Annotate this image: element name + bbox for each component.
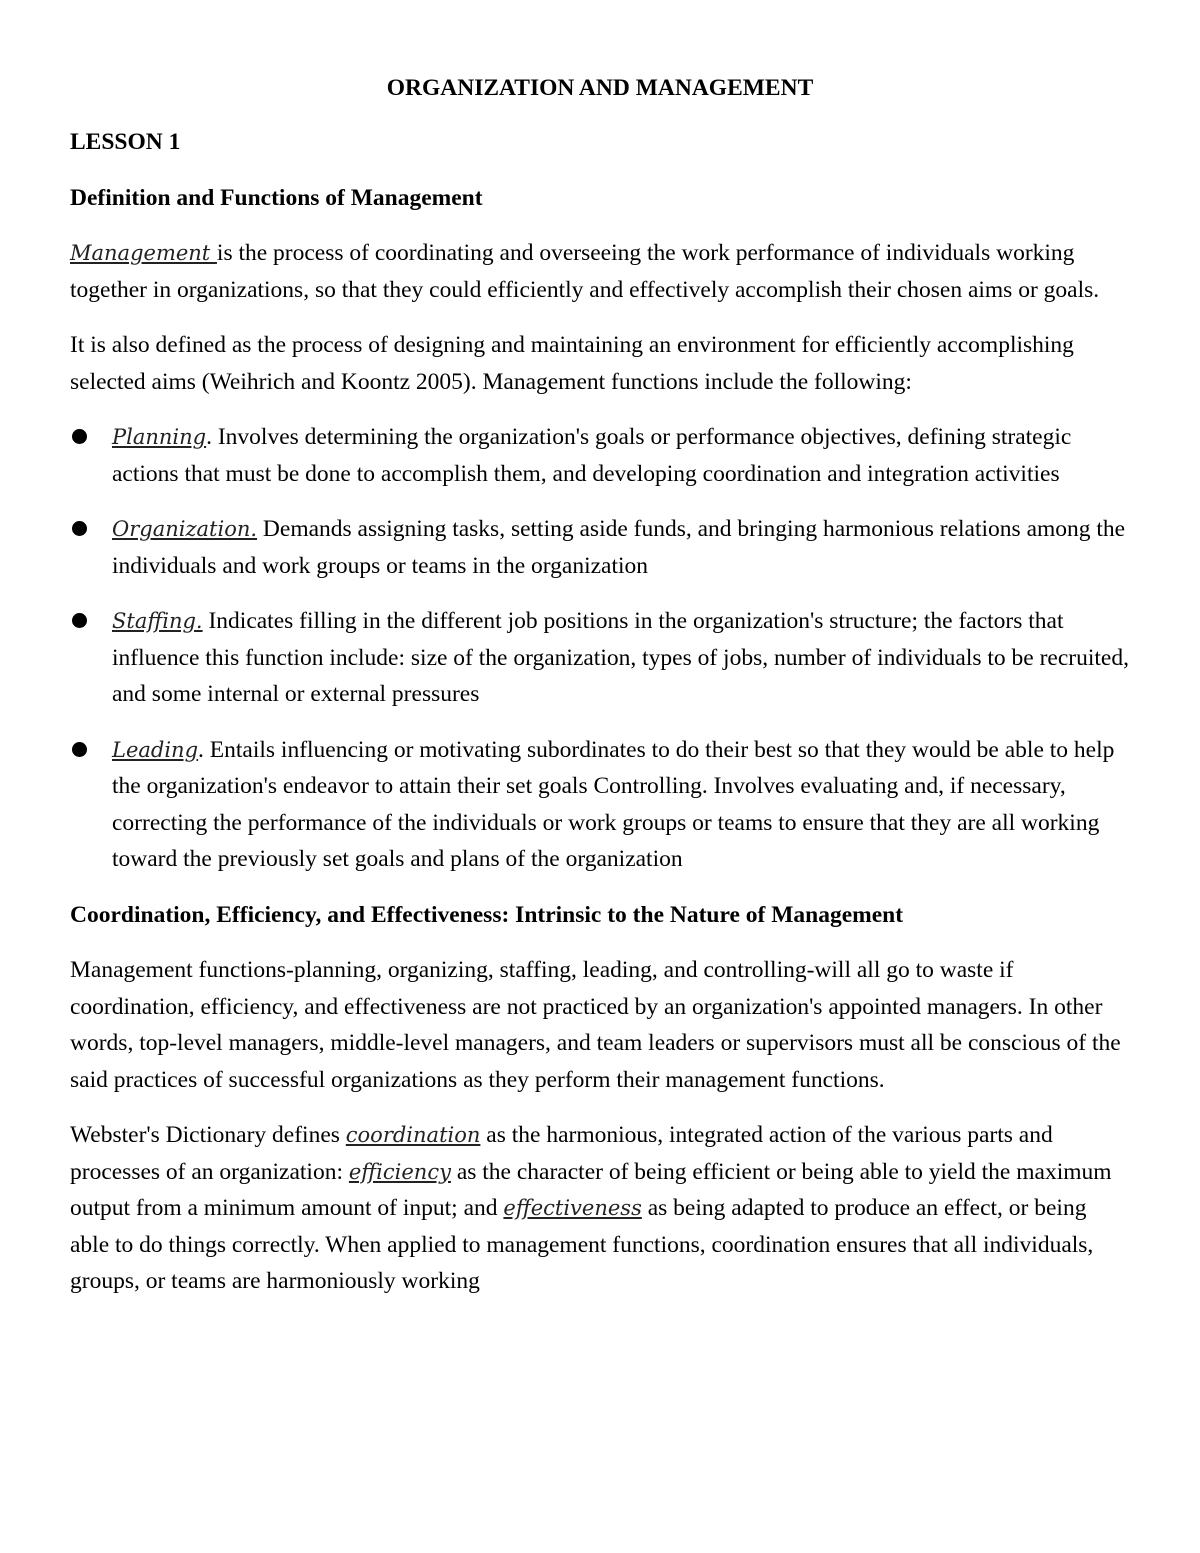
paragraph-webster-definitions bbox=[70, 1117, 1130, 1300]
list-item-organization bbox=[70, 511, 1130, 584]
term-management: Management bbox=[70, 241, 217, 265]
paragraph-text: is the process of coordinating and overseeing the work performance of individuals working together in organizations, so that they could efficiently and effectively accomplish their chosen aims or goals. bbox=[70, 240, 1100, 303]
list-item-text: Demands assigning tasks, setting aside funds, and bringing harmonious relations among the individuals and work groups or teams in the organization bbox=[112, 516, 1126, 579]
term-staffing: Staffing. bbox=[112, 609, 203, 633]
section-heading-definition: Definition and Functions of Management bbox=[70, 184, 483, 211]
paragraph-text: Webster's Dictionary defines bbox=[70, 1122, 346, 1148]
lesson-label: LESSON 1 bbox=[70, 129, 181, 155]
bullet-icon bbox=[72, 613, 87, 628]
management-functions-list bbox=[70, 419, 1130, 878]
list-item-text: Indicates filling in the different job positions in the organization's structure; the factors that influence this function include: size of the organization, types of jobs, number of individuals to be recruited, and some internal or external pressures bbox=[112, 608, 1129, 707]
term-effectiveness: effectiveness bbox=[503, 1196, 642, 1220]
term-leading: Leading bbox=[112, 737, 199, 762]
paragraph-text: as being adapted to produce an effect, or being able to do things correctly. When applied to management functions, coordination ensures that all individuals, groups, or teams are harmoniously working bbox=[70, 1195, 1094, 1294]
term-efficiency: efficiency bbox=[348, 1159, 451, 1184]
bullet-icon bbox=[72, 521, 87, 536]
paragraph-management-alt-definition: It is also defined as the process of designing and maintaining an environment for efficiently accomplishing selected aims (Weihrich and Koontz 2005). Management functions include the following: bbox=[70, 332, 1074, 395]
paragraph-text: as the character of being efficient or being able to yield the maximum output from a minimum amount of input; and bbox=[70, 1158, 1112, 1221]
document-page bbox=[70, 70, 1130, 1300]
bullet-icon bbox=[72, 429, 87, 444]
paragraph-management-functions: Management functions-planning, organizing, staffing, leading, and controlling-will all go to waste if coordination, efficiency, and effectiveness are not practiced by an organization's appointed managers. In other words, top-level managers, middle-level managers, and team leaders or supervisors must all be conscious of the said practices of successful organizations as they perform their management functions. bbox=[70, 957, 1121, 1093]
list-item-text: . Involves determining the organization's goals or performance objectives, defining strategic actions that must be done to accomplish them, and developing coordination and integration activities bbox=[112, 424, 1072, 487]
list-item-text: . Entails influencing or motivating subordinates to do their best so that they would be able to help the organization's endeavor to attain their set goals Controlling. Involves evaluating and, if necessary, correcting the performance of the individuals or work groups or teams to ensure that they are all working toward the previously set goals and plans of the organization bbox=[112, 736, 1115, 872]
document-title: ORGANIZATION AND MANAGEMENT bbox=[386, 75, 814, 101]
term-planning: Planning bbox=[112, 425, 207, 449]
paragraph-management-definition bbox=[70, 235, 1130, 308]
term-coordination: coordination bbox=[345, 1123, 481, 1147]
term-organization: Organization. bbox=[112, 517, 258, 541]
paragraph-text: as the harmonious, integrated action of the various parts and processes of an organization: bbox=[70, 1122, 1053, 1185]
list-item-planning bbox=[70, 419, 1130, 492]
list-item-staffing bbox=[70, 603, 1130, 713]
bullet-icon bbox=[72, 742, 87, 757]
list-item-leading bbox=[70, 732, 1130, 878]
section-heading-coordination: Coordination, Efficiency, and Effectiveness: Intrinsic to the Nature of Management bbox=[70, 901, 904, 928]
